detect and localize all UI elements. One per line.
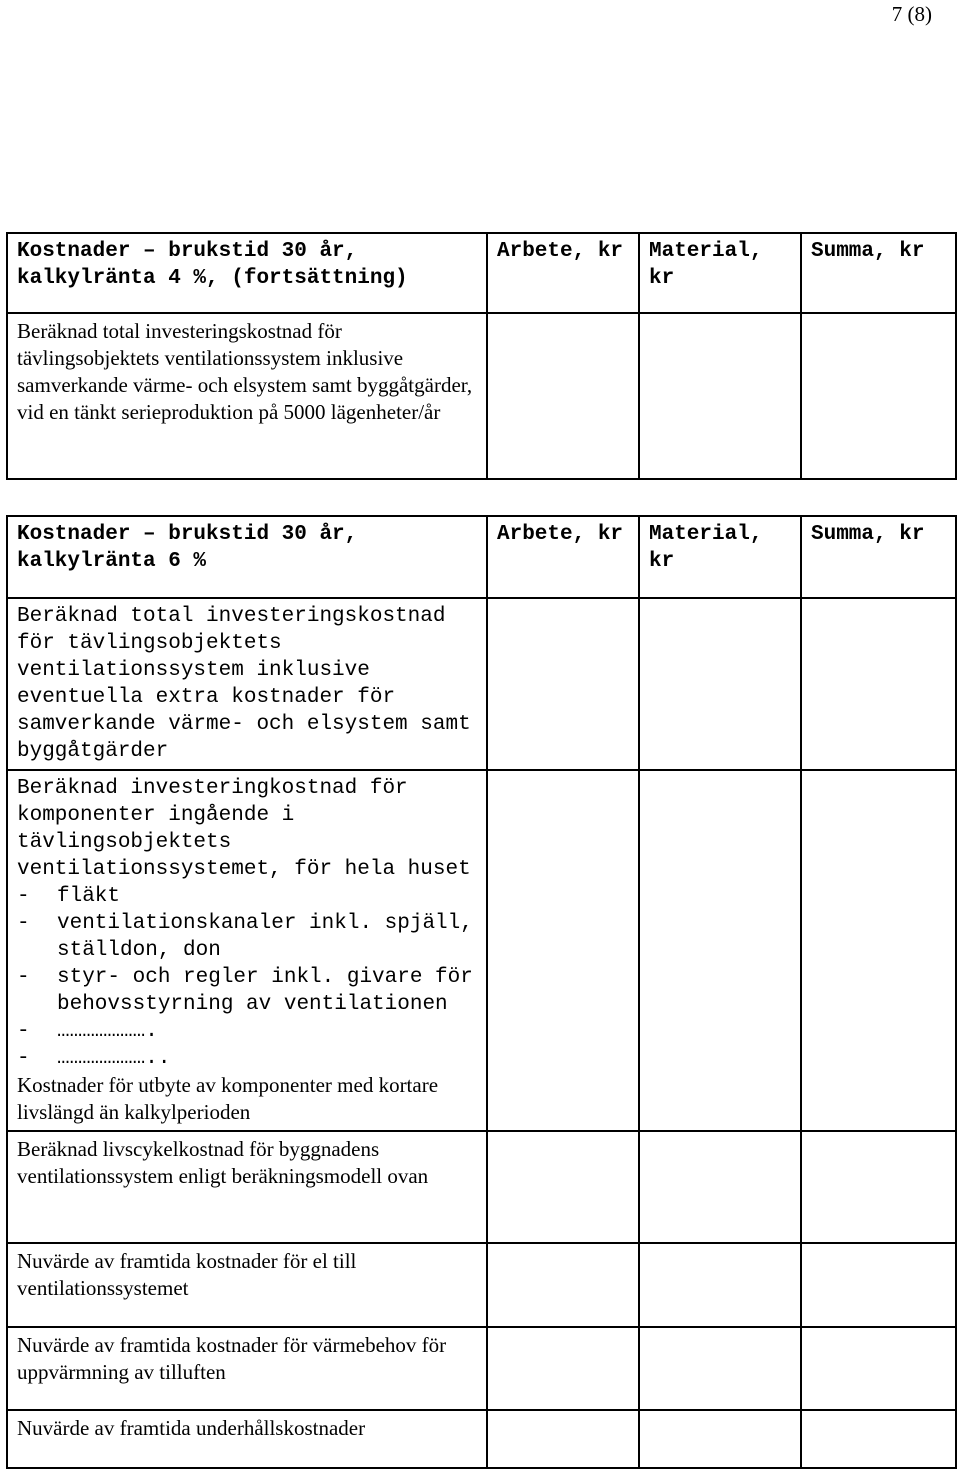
table2-row2-summa[interactable] [801, 770, 956, 1131]
component-replacement-costs: Kostnader för utbyte av komponenter med kortare livslängd än kalkylperioden [17, 1073, 439, 1124]
table2-row6-arbete[interactable] [487, 1410, 639, 1468]
table2-row2-material[interactable] [639, 770, 801, 1131]
cost-table-6-percent [6, 515, 957, 1469]
item-text: ………………….. [57, 1047, 171, 1070]
table2-col-material: Material, kr [639, 516, 801, 598]
table2-title: Kostnader – brukstid 30 år, kalkylränta 6 % [7, 516, 487, 598]
table2-row1-arbete[interactable] [487, 598, 639, 770]
table2-row5-summa[interactable] [801, 1327, 956, 1410]
table1-title: Kostnader – brukstid 30 år, kalkylränta 4 %, (fortsättning) [7, 233, 487, 313]
table2-row-total-investment: Beräknad total investeringskostnad för tävlingsobjektets ventilationssystem inklusive eventuella extra kostnader för samverkande värme- och elsystem samt byggåtgärder [7, 598, 487, 770]
component-item [17, 883, 478, 910]
table2-col-arbete: Arbete, kr [487, 516, 639, 598]
cost-table-4-percent [6, 232, 957, 480]
table2-row-component-investment [7, 770, 487, 1131]
component-item [17, 964, 478, 1018]
table2-row5-arbete[interactable] [487, 1327, 639, 1410]
table2-row4-material[interactable] [639, 1243, 801, 1327]
table2-col-summa: Summa, kr [801, 516, 956, 598]
item-text: …………………. [57, 1020, 158, 1043]
item-text: styr- och regler inkl. givare för behovsstyrning av ventilationen [57, 966, 473, 1016]
table2-row3-material[interactable] [639, 1131, 801, 1243]
table2-row6-material[interactable] [639, 1410, 801, 1468]
table2-row5-material[interactable] [639, 1327, 801, 1410]
table1-cell-summa[interactable] [801, 313, 956, 479]
table2-row3-summa[interactable] [801, 1131, 956, 1243]
table2-row1-summa[interactable] [801, 598, 956, 770]
table1-row-total-investment: Beräknad total investeringskostnad för tävlingsobjektets ventilationssystem inklusive samverkande värme- och elsystem samt byggåtgärder, vid en tänkt serieproduktion på 5000 lägenheter/år [7, 313, 487, 479]
table2-row4-summa[interactable] [801, 1243, 956, 1327]
table2-row1-material[interactable] [639, 598, 801, 770]
table2-row-maintenance-pv: Nuvärde av framtida underhållskostnader [7, 1410, 487, 1468]
table2-row6-summa[interactable] [801, 1410, 956, 1468]
table2-row4-arbete[interactable] [487, 1243, 639, 1327]
table2-row-lifecycle-cost: Beräknad livscykelkostnad för byggnadens ventilationssystem enligt beräkningsmodell ovan [7, 1131, 487, 1243]
table1-col-material: Material, kr [639, 233, 801, 313]
component-item [17, 1018, 478, 1045]
table2-row2-arbete[interactable] [487, 770, 639, 1131]
component-intro: Beräknad investeringkostnad för komponenter ingående i tävlingsobjektets ventilationssystemet, för hela huset [17, 777, 471, 881]
item-text: ventilationskanaler inkl. spjäll, ställdon, don [57, 912, 473, 962]
item-dash: - [17, 1047, 30, 1070]
item-text: fläkt [57, 885, 121, 908]
table1-col-arbete: Arbete, kr [487, 233, 639, 313]
item-dash: - [17, 912, 30, 935]
item-dash: - [17, 1020, 30, 1043]
component-item [17, 910, 478, 964]
table1-col-summa: Summa, kr [801, 233, 956, 313]
item-dash: - [17, 966, 30, 989]
component-item [17, 1045, 478, 1072]
table2-row-electricity-pv: Nuvärde av framtida kostnader för el till ventilationssystemet [7, 1243, 487, 1327]
table2-row3-arbete[interactable] [487, 1131, 639, 1243]
table1-cell-arbete[interactable] [487, 313, 639, 479]
page-number: 7 (8) [891, 2, 932, 26]
table2-row-heating-pv: Nuvärde av framtida kostnader för värmebehov för uppvärmning av tilluften [7, 1327, 487, 1410]
item-dash: - [17, 885, 30, 908]
table1-cell-material[interactable] [639, 313, 801, 479]
